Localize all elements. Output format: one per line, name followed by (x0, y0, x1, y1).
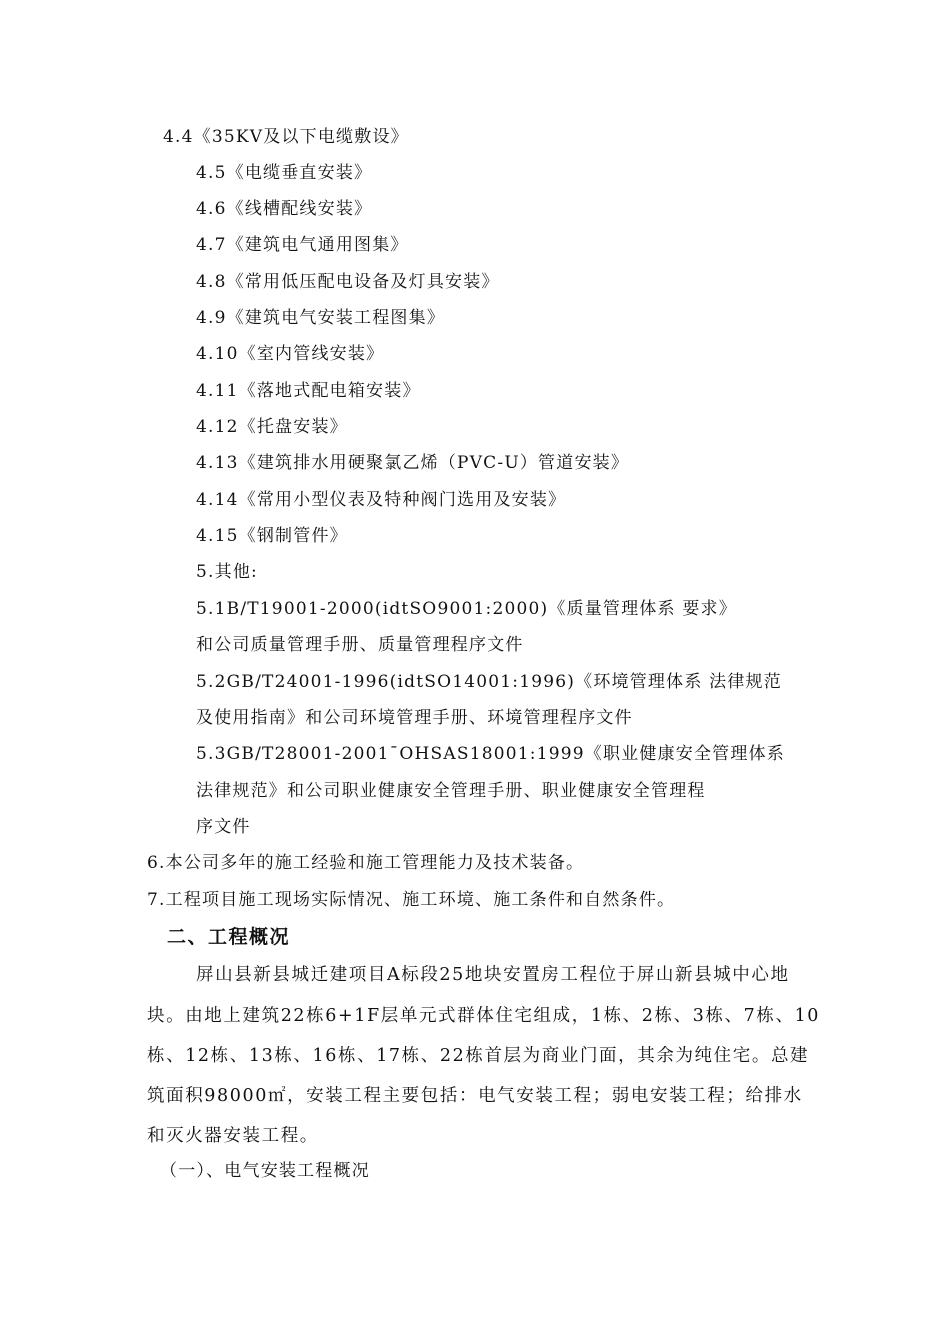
reference-5-3-line3: 序文件 (196, 817, 251, 837)
reference-7: 7.工程项目施工现场实际情况、施工环境、施工条件和自然条件。 (147, 890, 676, 910)
reference-4-12: 4.12《托盘安装》 (196, 417, 348, 437)
reference-4-9: 4.9《建筑电气安装工程图集》 (196, 308, 446, 328)
reference-6: 6.本公司多年的施工经验和施工管理能力及技术装备。 (147, 853, 585, 873)
reference-5-3-line2: 法律规范》和公司职业健康安全管理手册、职业健康安全管理程 (196, 781, 706, 801)
reference-4-13: 4.13《建筑排水用硬聚氯乙烯（PVC-U）管道安装》 (196, 453, 630, 473)
reference-5-heading: 5.其他: (196, 562, 258, 582)
reference-5-2-line1: 5.2GB/T24001-1996(idtSO14001:1996)《环境管理体系 法律规范 (196, 672, 782, 692)
reference-4-5: 4.5《电缆垂直安装》 (196, 163, 373, 183)
reference-4-14: 4.14《常用小型仪表及特种阀门选用及安装》 (196, 490, 567, 510)
overview-paragraph-line1: 屏山县新县城迁建项目A标段25地块安置房工程位于屏山新县城中心地 (196, 965, 790, 985)
reference-5-3-line1: 5.3GB/T28001-2001¯OHSAS18001:1999《职业健康安全管理体系 (196, 744, 785, 764)
reference-4-7: 4.7《建筑电气通用图集》 (196, 235, 409, 255)
reference-4-4: 4.4《35KV及以下电缆敷设》 (163, 127, 409, 147)
overview-paragraph-line5: 和灭火器安装工程。 (147, 1126, 319, 1146)
section-heading-overview: 二、工程概况 (167, 926, 291, 948)
reference-5-1-line2: 和公司质量管理手册、质量管理程序文件 (196, 635, 524, 655)
reference-5-1-line1: 5.1B/T19001-2000(idtSO9001:2000)《质量管理体系 要求》 (196, 599, 737, 619)
overview-paragraph-line2: 块。由地上建筑22栋6+1F层单元式群体住宅组成，1栋、2栋、3栋、7栋、10 (147, 1006, 821, 1026)
reference-4-8: 4.8《常用低压配电设备及灯具安装》 (196, 272, 500, 292)
subsection-heading-electrical: （一）、电气安装工程概况 (160, 1161, 370, 1181)
overview-paragraph-line4: 筑面积98000㎡，安装工程主要包括：电气安装工程；弱电安装工程；给排水 (147, 1086, 803, 1106)
reference-4-15: 4.15《钢制管件》 (196, 526, 348, 546)
reference-5-2-line2: 及使用指南》和公司环境管理手册、环境管理程序文件 (196, 708, 633, 728)
reference-4-6: 4.6《线槽配线安装》 (196, 199, 373, 219)
reference-4-11: 4.11《落地式配电箱安装》 (196, 381, 421, 401)
reference-4-10: 4.10《室内管线安装》 (196, 344, 385, 364)
overview-paragraph-line3: 栋、12栋、13栋、16栋、17栋、22栋首层为商业门面，其余为纯住宅。总建 (147, 1046, 810, 1066)
